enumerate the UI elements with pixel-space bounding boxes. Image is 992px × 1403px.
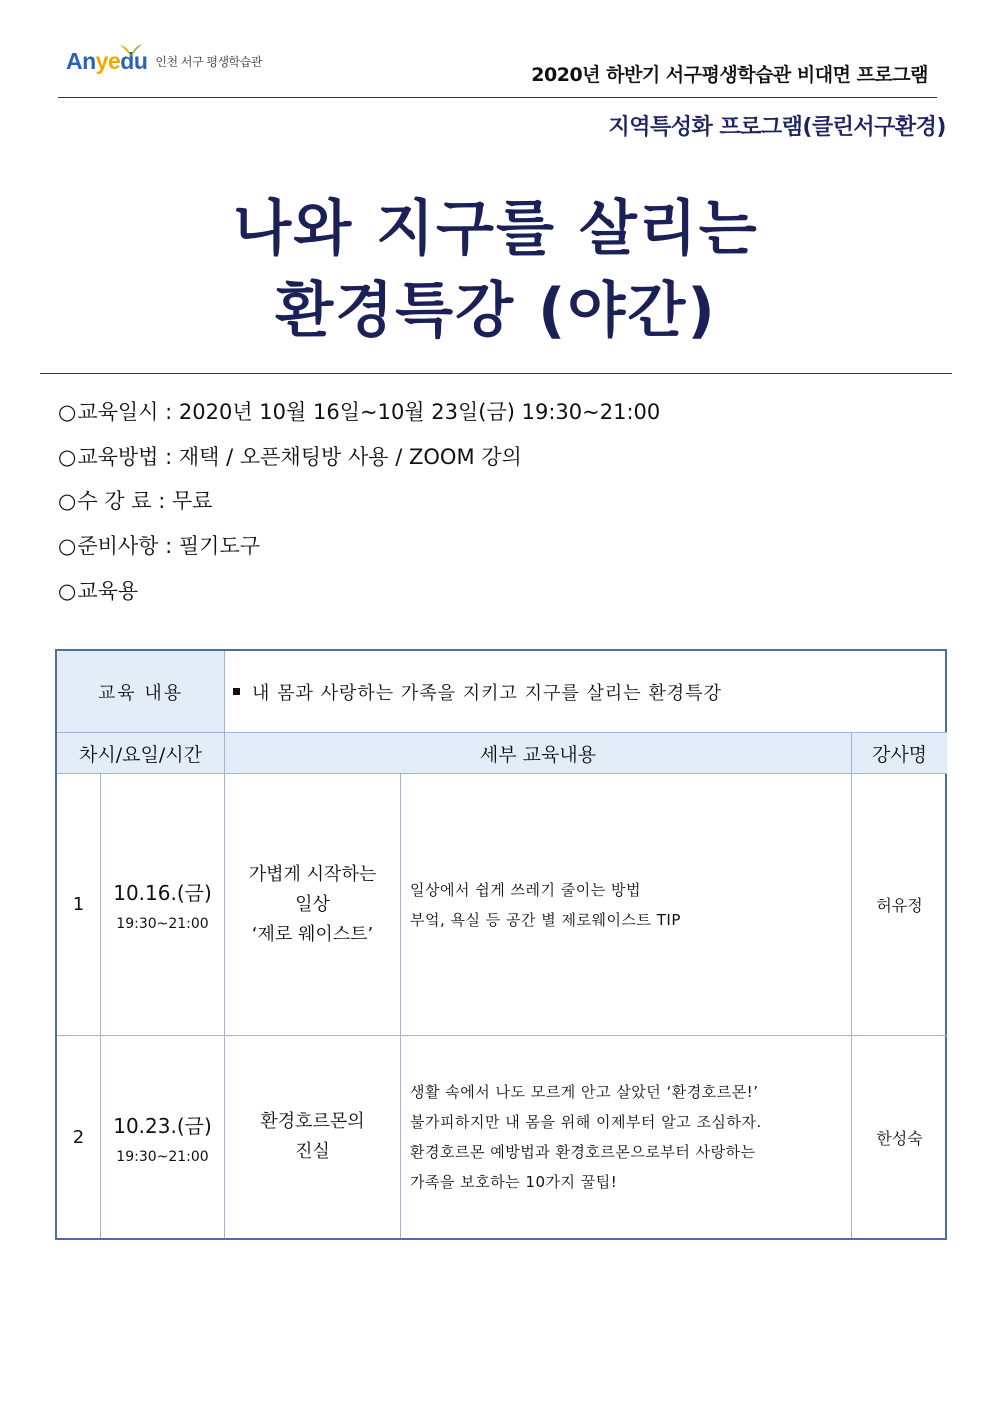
info-text: 수 강 료 : 무료: [77, 489, 213, 514]
logo-subtitle: 인천 서구 평생학습관: [155, 55, 262, 69]
circle-bullet-icon: ○: [58, 578, 77, 603]
topic-line: ‘제로 웨이스트’: [251, 923, 374, 945]
topic-line: 환경호르몬의: [260, 1111, 365, 1132]
session-time: 19:30~21:00: [116, 1148, 209, 1165]
info-item-schedule: [58, 394, 660, 439]
content-summary-cell: [225, 651, 947, 733]
info-text: 교육일시 : 2020년 10월 16일~10월 23일(금) 19:30~21:00: [77, 400, 661, 424]
column-header-session-label: 차시/요일/시간: [79, 743, 202, 766]
info-item-purpose: [58, 573, 660, 618]
circle-bullet-icon: ○: [58, 489, 77, 514]
table-row-2-detail: [401, 1036, 852, 1238]
circle-bullet-icon: ○: [58, 400, 77, 424]
table-row-1-lecturer: [852, 774, 947, 1036]
detail-line: 일상에서 쉽게 쓰레기 줄이는 방법: [410, 880, 641, 899]
program-header: 2020년 하반기 서구평생학습관 비대면 프로그램: [531, 64, 928, 86]
detail-line: 가족을 보호하는 10가지 꿀팁!: [410, 1173, 618, 1191]
logo-brand: Anyedu: [66, 48, 148, 74]
table-row-1-topic: [225, 774, 401, 1036]
topic-line: 진실: [295, 1141, 330, 1162]
page-title: [0, 188, 992, 352]
column-header-detail-label: 세부 교육내용: [479, 743, 597, 766]
column-header-lecturer-label: 강사명: [871, 743, 928, 766]
info-text: 교육방법 : 재택 / 오픈채팅방 사용 / ZOOM 강의: [77, 444, 522, 469]
region-program-title: 지역특성화 프로그램(클린서구환경): [608, 115, 946, 140]
info-item-materials: [58, 528, 660, 573]
table-row-1-detail: [401, 774, 852, 1036]
content-summary: 내 몸과 사랑하는 가족을 지키고 지구를 살리는 환경특강: [252, 682, 722, 704]
detail-line: 생활 속에서 나도 모르게 안고 살았던 ‘환경호르몬!’: [410, 1083, 759, 1101]
sprout-icon: [118, 42, 144, 58]
table-row-2-number: [57, 1036, 101, 1238]
table-row-2-date: [101, 1036, 225, 1238]
title-divider: [40, 373, 952, 374]
info-text: 교육용: [77, 578, 139, 603]
lecturer-name: 허유정: [876, 896, 923, 915]
info-item-fee: [58, 483, 660, 528]
session-number: 1: [72, 894, 85, 915]
info-list: [58, 394, 660, 617]
table-row-2-lecturer: [852, 1036, 947, 1238]
info-text: 준비사항 : 필기도구: [77, 534, 261, 559]
title-line-1: 나와 지구를 살리는: [233, 194, 759, 264]
detail-line: 부엌, 욕실 등 공간 별 제로웨이스트 TIP: [410, 910, 681, 929]
session-time: 19:30~21:00: [116, 916, 209, 932]
circle-bullet-icon: ○: [58, 534, 77, 559]
session-date: 10.23.(금): [113, 1113, 212, 1138]
column-header-detail: [225, 733, 852, 774]
info-item-method: [58, 439, 660, 484]
curriculum-table: [55, 649, 947, 1240]
anyedu-logo: [66, 50, 262, 73]
session-date: 10.16.(금): [113, 881, 212, 905]
title-line-2: 환경특강 (야간): [275, 276, 717, 346]
table-row-1-date: [101, 774, 225, 1036]
table-row-1-number: [57, 774, 101, 1036]
detail-line: 환경호르몬 예방법과 환경호르몬으로부터 사랑하는: [410, 1143, 756, 1161]
column-header-session: [57, 733, 225, 774]
session-number: 2: [72, 1126, 85, 1148]
topic-line: 일상: [295, 893, 330, 915]
header-divider: [58, 97, 937, 98]
square-bullet-icon: [233, 688, 240, 695]
column-header-lecturer: [852, 733, 947, 774]
topic-line: 가볍게 시작하는: [248, 863, 377, 885]
detail-line: 불가피하지만 내 몸을 위해 이제부터 알고 조심하자.: [410, 1113, 762, 1131]
content-label: 교육 내용: [97, 682, 184, 704]
content-label-cell: [57, 651, 225, 733]
table-row-2-topic: [225, 1036, 401, 1238]
circle-bullet-icon: ○: [58, 444, 77, 469]
lecturer-name: 한성숙: [876, 1128, 923, 1148]
